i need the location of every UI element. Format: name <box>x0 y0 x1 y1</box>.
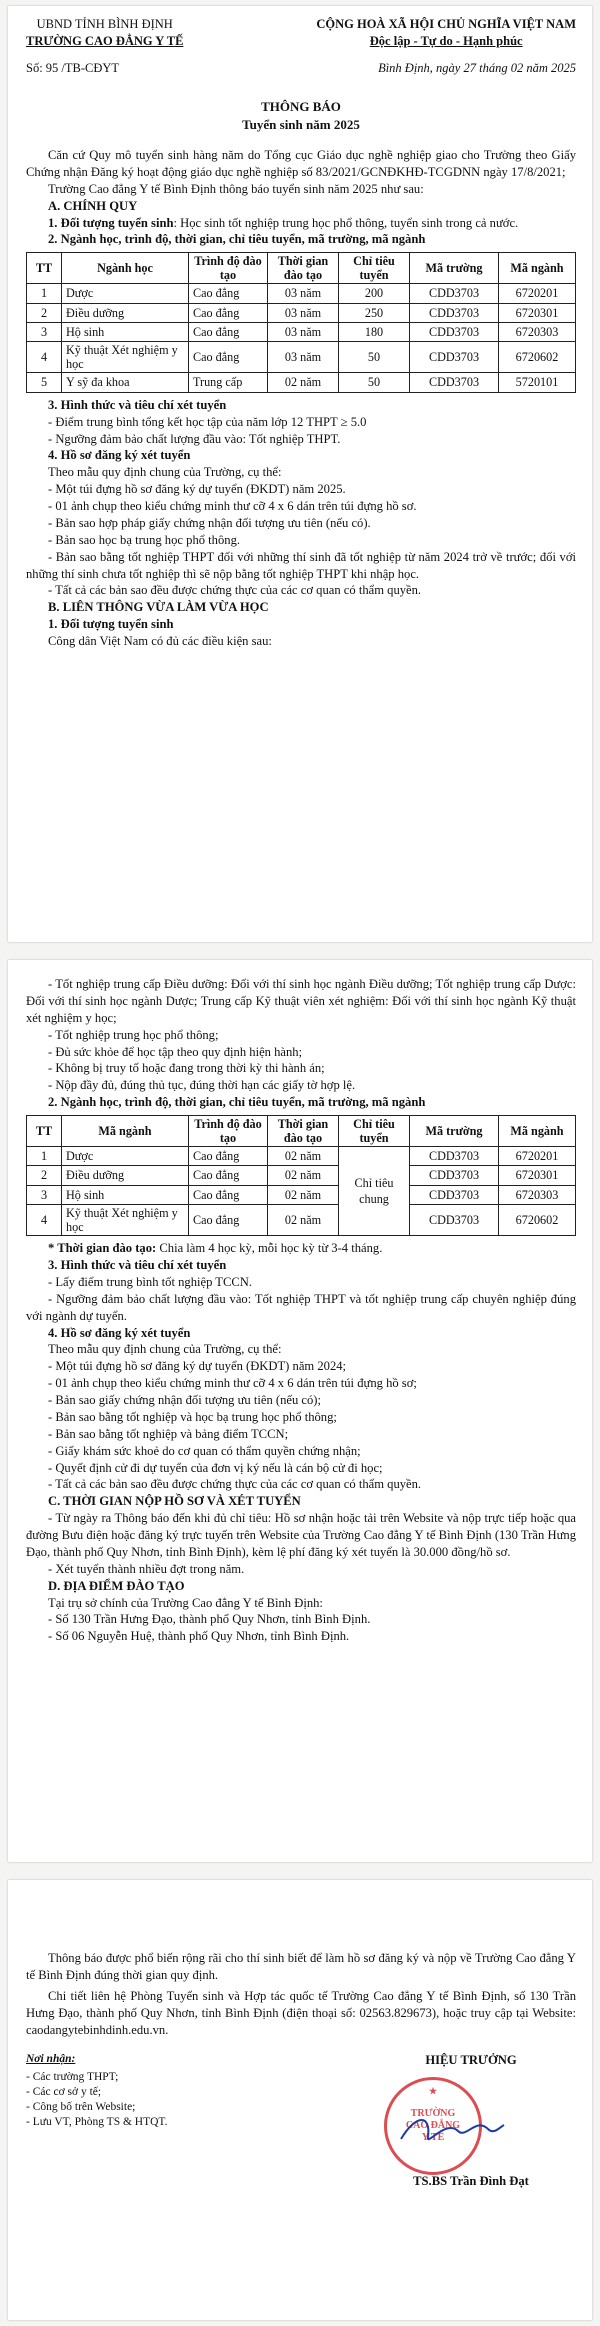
list-item: - Quyết định cử đi dự tuyển của đơn vị ký nếu là cán bộ cử đi học; <box>48 1460 383 1475</box>
closing-paragraph-1: Thông báo được phổ biến rộng rãi cho thí sinh biết để làm hồ sơ đăng ký và nộp về Trường Cao đẳng Y tế Bình Định đúng thời gian quy định. <box>26 1951 576 1982</box>
table-row <box>27 284 576 303</box>
table-cell: 3 <box>27 1185 62 1204</box>
training-time-text: Chia làm 4 học kỳ, mỗi học kỳ từ 3-4 tháng. <box>156 1241 383 1256</box>
a4-heading: 4. Hồ sơ đăng ký xét tuyển <box>48 448 191 463</box>
list-item: - Bản sao giấy chứng nhận đối tượng ưu tiên (nếu có); <box>48 1393 322 1408</box>
table-cell: Kỹ thuật Xét nghiệm y học <box>62 342 189 373</box>
table-cell: Hộ sinh <box>62 323 189 342</box>
table-cell: 1 <box>27 284 62 303</box>
col-header: Mã trường <box>410 253 499 284</box>
signer-title: HIỆU TRƯỞNG <box>425 2053 517 2068</box>
table-cell: 6720602 <box>499 342 576 373</box>
list-item: - Nộp đầy đủ, đúng thủ tục, đúng thời hạn các giấy tờ hợp lệ. <box>48 1078 356 1093</box>
list-item: - Một túi đựng hồ sơ đăng ký dự tuyển (ĐKDT) năm 2025. <box>48 482 346 497</box>
table-cell: Cao đẳng <box>189 1147 268 1166</box>
stamp-line: Y TẾ <box>421 2132 445 2144</box>
intro-paragraph-2: Trường Cao đẳng Y tế Bình Định thông báo tuyển sinh năm 2025 như sau: <box>48 181 424 196</box>
table-cell: 02 năm <box>268 1147 339 1166</box>
list-item: - Xét tuyển thành nhiều đợt trong năm. <box>48 1561 245 1576</box>
a1-label: 1. Đối tượng tuyển sinh <box>48 215 174 230</box>
b1-text: Công dân Việt Nam có đủ các điều kiện sau: <box>48 634 272 649</box>
agency-line-1: UBND TỈNH BÌNH ĐỊNH <box>36 17 173 31</box>
b4-heading: 4. Hồ sơ đăng ký xét tuyển <box>48 1325 191 1340</box>
list-item: - Tốt nghiệp trung học phổ thông; <box>48 1027 219 1042</box>
table-cell: 03 năm <box>268 342 339 373</box>
document-subtitle: Tuyển sinh năm 2025 <box>242 116 360 132</box>
table-cell: CDD3703 <box>410 1205 499 1236</box>
table-header-row <box>27 253 576 284</box>
list-item: - Ngưỡng đảm bảo chất lượng đầu vào: Tốt nghiệp THPT. <box>48 431 341 446</box>
signer <box>366 2052 576 2190</box>
table-cell: 50 <box>339 342 410 373</box>
list-item: - Ngưỡng đảm bảo chất lượng đầu vào: Tốt nghiệp THPT và tốt nghiệp trung cấp chuyên nghiệp đúng với ngành dự tuyển. <box>26 1291 576 1323</box>
stamp-line: TRƯỜNG <box>410 2108 456 2120</box>
table-cell: 2 <box>27 1166 62 1185</box>
table-cell: Cao đẳng <box>189 342 268 373</box>
a3-heading: 3. Hình thức và tiêu chí xét tuyển <box>48 397 227 412</box>
table-cell: CDD3703 <box>410 342 499 373</box>
handwritten-signature <box>396 2109 506 2149</box>
recipient-item: - Các cơ sở y tế; <box>26 2085 102 2098</box>
col-header: Ngành học <box>62 253 189 284</box>
b2-heading: 2. Ngành học, trình độ, thời gian, chỉ tiêu tuyển, mã trường, mã ngành <box>48 1095 426 1110</box>
table-cell: 02 năm <box>268 1205 339 1236</box>
table-cell: Điều dưỡng <box>62 1166 189 1185</box>
table-cell: Cao đẳng <box>189 1205 268 1236</box>
list-item: - Bản sao bằng tốt nghiệp và học bạ trung học phổ thông; <box>48 1409 337 1424</box>
table-cell: 6720602 <box>499 1205 576 1236</box>
a1-paragraph <box>26 215 576 232</box>
recipients-label: Nơi nhận: <box>26 2053 76 2066</box>
table-cell: 1 <box>27 1147 62 1166</box>
place-date: Bình Định, ngày 27 tháng 02 năm 2025 <box>378 60 576 75</box>
table-cell: Cao đẳng <box>189 303 268 322</box>
list-item: - Không bị truy tố hoặc đang trong thời kỳ thi hành án; <box>48 1061 325 1076</box>
col-header: Mã trường <box>410 1116 499 1147</box>
intro-paragraph: Căn cứ Quy mô tuyển sinh hàng năm do Tổng cục Giáo dục nghề nghiệp giao cho Trường theo Giấy Chứng nhận Đăng ký hoạt động giáo dục nghề nghiệp số 83/2021/GCNĐKHĐ-TCGDNN ngày 17/8/2021; <box>26 148 576 179</box>
table-cell: 250 <box>339 303 410 322</box>
list-item: - Giấy khám sức khoẻ do cơ quan có thẩm quyền chứng nhận; <box>48 1443 361 1458</box>
closing-paragraph-2: Chi tiết liên hệ Phòng Tuyển sinh và Hợp tác quốc tế Trường Cao đẳng Y tế Bình Định, số 130 Trần Hưng Đạo, thành phố Quy Nhơn, tỉnh Bình Định (điện thoại số: 02563.829673), hoặc truy cập tại Website: caodangytebinhdinh.edu.vn. <box>26 1988 576 2037</box>
list-item: - 01 ảnh chụp theo kiểu chứng minh thư cỡ 4 x 6 dán trên túi đựng hồ sơ; <box>48 1376 417 1391</box>
table-cell: 4 <box>27 342 62 373</box>
table-cell: 6720201 <box>499 284 576 303</box>
bridge-program-table <box>26 1115 576 1236</box>
table-cell: Cao đẳng <box>189 1166 268 1185</box>
list-item: - Lấy điểm trung bình tốt nghiệp TCCN. <box>48 1274 253 1289</box>
training-time-label: * Thời gian đào tạo: <box>48 1241 157 1256</box>
list-item: - Số 06 Nguyễn Huệ, thành phố Quy Nhơn, tỉnh Bình Định. <box>48 1629 350 1644</box>
table-cell: Y sỹ đa khoa <box>62 373 189 392</box>
table-row <box>27 373 576 392</box>
list-item: - Bản sao bằng tốt nghiệp và bảng điểm TCCN; <box>48 1426 289 1441</box>
section-d-heading: D. ĐỊA ĐIỂM ĐÀO TẠO <box>48 1578 185 1593</box>
b4-intro: Theo mẫu quy định chung của Trường, cụ thể: <box>48 1342 282 1357</box>
col-header: Chỉ tiêu tuyển <box>339 253 410 284</box>
table-cell: CDD3703 <box>410 1166 499 1185</box>
col-header: Mã ngành <box>499 253 576 284</box>
table-cell: 3 <box>27 323 62 342</box>
table-cell: 6720303 <box>499 1185 576 1204</box>
document-page-2 <box>8 960 592 1862</box>
country-line-2: Độc lập - Tự do - Hạnh phúc <box>369 33 523 48</box>
a2-heading: 2. Ngành học, trình độ, thời gian, chỉ tiêu tuyển, mã trường, mã ngành <box>48 232 426 247</box>
table-cell: CDD3703 <box>410 323 499 342</box>
col-header: TT <box>27 253 62 284</box>
document-title: THÔNG BÁO <box>261 99 341 115</box>
col-header: Trình độ đào tạo <box>189 253 268 284</box>
table-row <box>27 323 576 342</box>
list-item: - 01 ảnh chụp theo kiểu chứng minh thư cỡ 4 x 6 dán trên túi đựng hồ sơ. <box>48 499 417 514</box>
table-cell: Trung cấp <box>189 373 268 392</box>
col-header: TT <box>27 1116 62 1147</box>
table-row <box>27 342 576 373</box>
list-item: - Số 130 Trần Hưng Đạo, thành phố Quy Nhơn, tỉnh Bình Định. <box>48 1612 371 1627</box>
table-cell: CDD3703 <box>410 284 499 303</box>
signature-block <box>26 2052 576 2190</box>
star-icon: ★ <box>428 2086 438 2097</box>
table-cell: CDD3703 <box>410 1147 499 1166</box>
regular-program-table <box>26 252 576 393</box>
country-line-1: CỘNG HOÀ XÃ HỘI CHỦ NGHĨA VIỆT NAM <box>316 17 576 31</box>
recipient-item: - Lưu VT, Phòng TS & HTQT. <box>26 2115 168 2128</box>
stamp-area <box>366 2069 576 2173</box>
table-cell: 2 <box>27 303 62 322</box>
table-cell: 6720201 <box>499 1147 576 1166</box>
col-header: Thời gian đào tạo <box>268 253 339 284</box>
stamp-line: CAO ĐẲNG <box>405 2120 461 2132</box>
list-item: - Tất cả các bản sao đều được chứng thực của các cơ quan có thẩm quyền. <box>48 583 422 598</box>
table-cell: Dược <box>62 284 189 303</box>
table-cell: 6720303 <box>499 323 576 342</box>
table-cell: 02 năm <box>268 1185 339 1204</box>
list-item: - Bản sao học bạ trung học phổ thông. <box>48 532 241 547</box>
table-header-row <box>27 1116 576 1147</box>
list-item: - Một túi đựng hồ sơ đăng ký dự tuyển (ĐKDT) năm 2024; <box>48 1359 347 1374</box>
b3-heading: 3. Hình thức và tiêu chí xét tuyển <box>48 1258 227 1273</box>
col-header: Thời gian đào tạo <box>268 1116 339 1147</box>
recipients <box>26 2052 167 2190</box>
table-cell: 02 năm <box>268 1166 339 1185</box>
table-row <box>27 303 576 322</box>
table-cell: 02 năm <box>268 373 339 392</box>
col-header: Trình độ đào tạo <box>189 1116 268 1147</box>
table-cell: CDD3703 <box>410 303 499 322</box>
document-header <box>26 16 576 50</box>
a1-text: : Học sinh tốt nghiệp trung học phổ thông, tuyển sinh trong cả nước. <box>173 215 519 230</box>
training-time-paragraph <box>26 1240 576 1257</box>
table-cell: Kỹ thuật Xét nghiệm y học <box>62 1205 189 1236</box>
section-c-heading: C. THỜI GIAN NỘP HỒ SƠ VÀ XÉT TUYỂN <box>48 1494 301 1509</box>
table-cell: Dược <box>62 1147 189 1166</box>
table-cell: 5720101 <box>499 373 576 392</box>
list-item: - Từ ngày ra Thông báo đến khi đủ chỉ tiêu: Hồ sơ nhận hoặc tải trên Website và nộp trực tiếp hoặc qua đường Bưu điện hoặc đăng ký trực tuyến trên Website của Trường Cao đẳng Y tế Bình Định (130 Trần Hưng Đạo, thành phố Quy Nhơn, tỉnh Bình Định), kèm lệ phí đăng ký xét tuyển là 30.000 đồng/hồ sơ. <box>26 1511 576 1559</box>
col-header: Mã ngành <box>499 1116 576 1147</box>
table-cell: CDD3703 <box>410 373 499 392</box>
table-row <box>27 1166 576 1185</box>
section-b-heading: B. LIÊN THÔNG VỪA LÀM VỪA HỌC <box>48 600 269 615</box>
table-cell: 03 năm <box>268 284 339 303</box>
document-page-1 <box>8 6 592 942</box>
table-cell: Hộ sinh <box>62 1185 189 1204</box>
agency-line-2: TRƯỜNG CAO ĐẲNG Y TẾ <box>26 33 184 48</box>
recipient-item: - Công bố trên Website; <box>26 2100 136 2113</box>
table-cell: 6720301 <box>499 1166 576 1185</box>
document-number: Số: 95 /TB-CĐYT <box>26 60 120 75</box>
table-cell: Cao đẳng <box>189 1185 268 1204</box>
table-cell: 03 năm <box>268 303 339 322</box>
merged-quota-cell: Chỉ tiêu chung <box>339 1147 410 1236</box>
table-row <box>27 1147 576 1166</box>
list-item: - Bản sao bằng tốt nghiệp THPT đối với những thí sinh đã tốt nghiệp từ năm 2024 trở về trước; đối với những thí sinh chưa tốt nghiệp thì sẽ nộp bằng tốt nghiệp THPT khi nhập học. <box>26 549 576 581</box>
section-a-heading: A. CHÍNH QUY <box>48 198 138 213</box>
list-item: - Điểm trung bình tổng kết học tập của năm lớp 12 THPT ≥ 5.0 <box>48 414 367 429</box>
document-page-3 <box>8 1880 592 2320</box>
table-row <box>27 1205 576 1236</box>
table-cell: Điều dưỡng <box>62 303 189 322</box>
table-cell: 6720301 <box>499 303 576 322</box>
signer-name: TS.BS Trần Đình Đạt <box>413 2174 529 2189</box>
table-cell: Cao đẳng <box>189 323 268 342</box>
table-cell: 03 năm <box>268 323 339 342</box>
table-cell: CDD3703 <box>410 1185 499 1204</box>
table-cell: 200 <box>339 284 410 303</box>
a4-intro: Theo mẫu quy định chung của Trường, cụ thể: <box>48 465 282 480</box>
table-cell: 50 <box>339 373 410 392</box>
table-cell: 4 <box>27 1205 62 1236</box>
col-header: Chỉ tiêu tuyển <box>339 1116 410 1147</box>
d-intro: Tại trụ sở chính của Trường Cao đẳng Y tế Bình Định: <box>48 1595 323 1610</box>
list-item: - Đủ sức khỏe để học tập theo quy định hiện hành; <box>48 1044 303 1059</box>
table-cell: 180 <box>339 323 410 342</box>
recipient-item: - Các trường THPT; <box>26 2070 119 2083</box>
b1-heading: 1. Đối tượng tuyển sinh <box>48 617 174 632</box>
table-cell: Cao đẳng <box>189 284 268 303</box>
list-item: - Tốt nghiệp trung cấp Điều dưỡng: Đối với thí sinh học ngành Điều dưỡng; Tốt nghiệp trung cấp Dược: Đối với thí sinh học ngành Dược; Trung cấp Kỹ thuật viên xét nghiệm: Đối với thí sinh học ngành Kỹ thuật xét nghiệm y học; <box>26 977 576 1025</box>
table-row <box>27 1185 576 1204</box>
list-item: - Tất cả các bản sao đều được chứng thực của các cơ quan có thẩm quyền. <box>48 1477 422 1492</box>
table-cell: 5 <box>27 373 62 392</box>
list-item: - Bản sao hợp pháp giấy chứng nhận đối tượng ưu tiên (nếu có). <box>48 515 371 530</box>
col-header: Mã ngành <box>62 1116 189 1147</box>
